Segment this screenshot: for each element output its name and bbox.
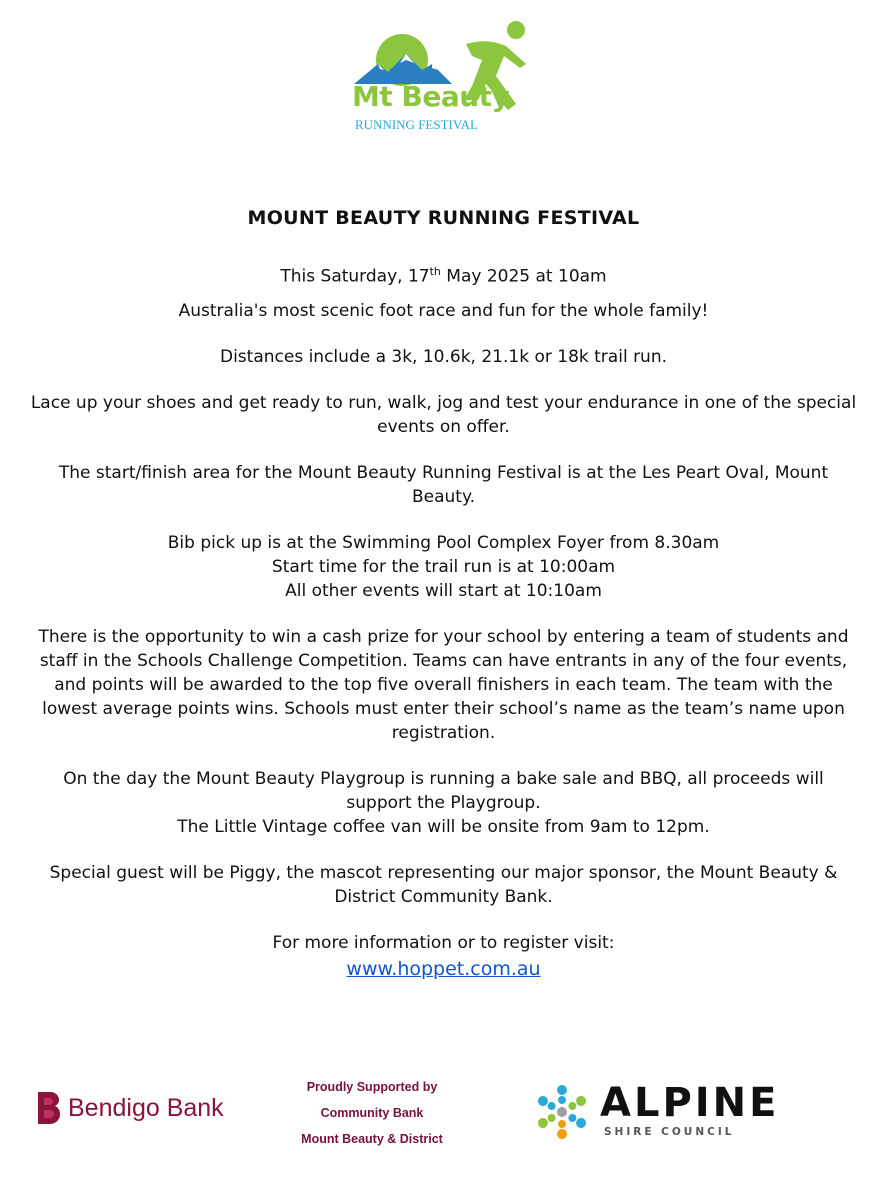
other-start-text: All other events will start at 10:10am: [285, 580, 602, 601]
alpine-text: ALPINE: [600, 1080, 780, 1126]
tagline: Australia's most scenic foot race and fun for the whole family!: [178, 300, 709, 321]
flyer-body: [20, 206, 867, 983]
bendigo-bank-logo: [36, 1092, 224, 1124]
date-prefix: This Saturday, 17: [280, 266, 430, 287]
more-info: [20, 931, 867, 983]
playgroup-info: [20, 767, 867, 839]
lace-up-text: Lace up your shoes and get ready to run, walk, jog and test your endurance in one of the special events on offer.: [30, 392, 857, 437]
more-info-text: For more information or to register visit:: [272, 932, 615, 953]
page-title: MOUNT BEAUTY RUNNING FESTIVAL: [247, 207, 640, 229]
snowflake-icon: [528, 1078, 596, 1146]
sponsor-footer: [0, 1060, 887, 1160]
bib-pickup-text: Bib pick up is at the Swimming Pool Complex Foyer from 8.30am: [167, 532, 720, 553]
festival-logo: [340, 18, 540, 138]
support-line-1: Proudly Supported by: [306, 1080, 438, 1094]
alpine-shire-logo: [528, 1078, 818, 1148]
bendigo-bank-text: Bendigo Bank: [68, 1093, 224, 1122]
event-times: [20, 531, 867, 603]
shire-council-text: SHIRE COUNCIL: [604, 1126, 735, 1138]
support-line-2: Community Bank: [320, 1106, 424, 1120]
register-link[interactable]: www.hoppet.com.au: [346, 957, 541, 980]
bendigo-b-icon: [36, 1092, 60, 1124]
start-finish-text: The start/finish area for the Mount Beauty Running Festival is at the Les Peart Oval, Mount Beauty.: [58, 462, 829, 507]
date-suffix: th: [429, 265, 441, 278]
support-line-3: Mount Beauty & District: [301, 1132, 443, 1146]
event-date: [20, 260, 867, 289]
playgroup-text: On the day the Mount Beauty Playgroup is running a bake sale and BBQ, all proceeds will support the Playgroup.: [63, 768, 824, 813]
special-guest-text: Special guest will be Piggy, the mascot representing our major sponsor, the Mount Beauty & District Community Bank.: [49, 862, 838, 907]
logo-title: Mt Beauty: [352, 80, 510, 113]
date-rest: May 2025 at 10am: [440, 266, 607, 287]
schools-challenge-text: There is the opportunity to win a cash prize for your school by entering a team of students and staff in the Schools Challenge Competition. Teams can have entrants in any of the four events, and points will be awarded to the top five overall finishers in each team. The team with the lowest average points wins. Schools must enter their school’s name as the team’s name upon registration.: [38, 626, 849, 743]
logo-subtitle: RUNNING FESTIVAL: [355, 117, 478, 132]
coffee-van-text: The Little Vintage coffee van will be onsite from 9am to 12pm.: [177, 816, 710, 837]
trail-start-text: Start time for the trail run is at 10:00am: [271, 556, 616, 577]
community-bank-support: [272, 1074, 472, 1152]
distances-text: Distances include a 3k, 10.6k, 21.1k or 18k trail run.: [219, 346, 668, 367]
